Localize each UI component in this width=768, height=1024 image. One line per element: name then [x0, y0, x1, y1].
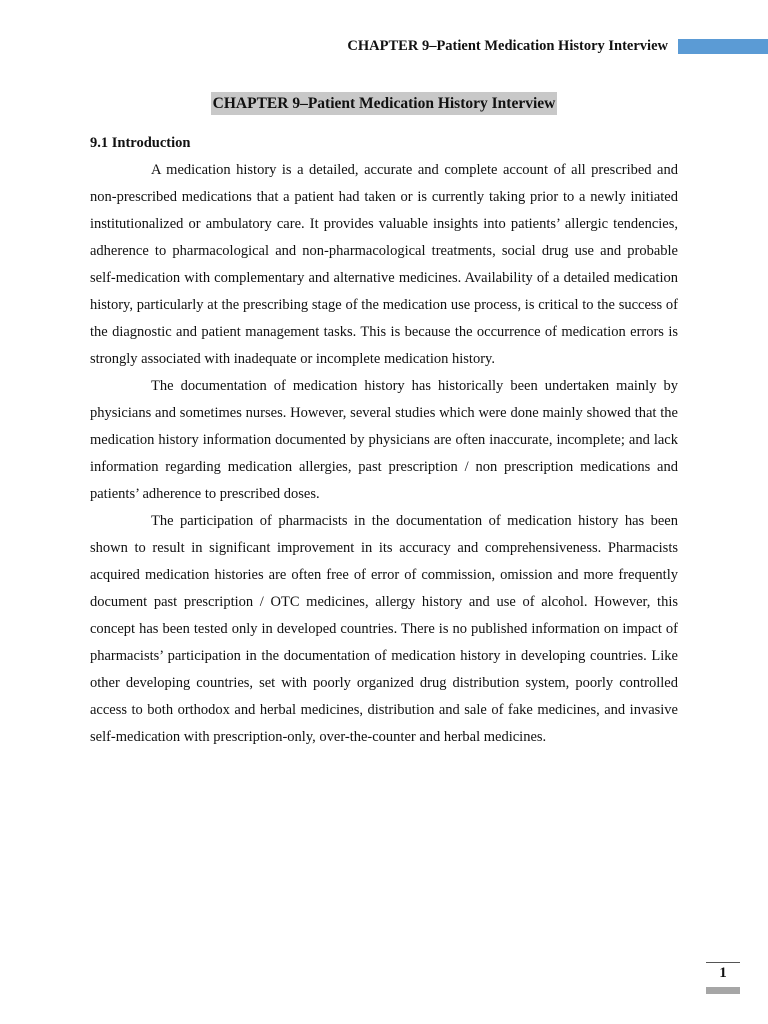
footer-bar — [706, 987, 740, 994]
footer-rule — [706, 962, 740, 963]
paragraph-1: A medication history is a detailed, accurate and complete account of all prescribed and non-prescribed medications that a patient had taken or is currently taking prior to a newly initiated institutionalized or ambulatory care. It provides valuable insights into patients’ allergic tendencies, adherence to pharmacological and non-pharmacological treatments, social drug use and probable self-medication with complementary and alternative medicines. Availability of a detailed medication history, particularly at the prescribing stage of the medication use process, is critical to the success of the diagnostic and patient management tasks. This is because the occurrence of medication errors is strongly associated with inadequate or incomplete medication history. — [90, 162, 678, 367]
body-text — [90, 157, 678, 751]
running-header — [0, 37, 768, 57]
page-footer — [706, 962, 740, 996]
paragraph-3: The participation of pharmacists in the documentation of medication history has been shown to result in significant improvement in its accuracy and comprehensiveness. Pharmacists acquired medication histories are often free of error of commission, omission and more frequently document past prescription / OTC medicines, allergy history and use of alcohol. However, this concept has been tested only in developed countries. There is no published information on impact of pharmacists’ participation in the documentation of medication history in developing countries. Like other developing countries, set with poorly organized drug distribution system, poorly controlled access to both orthodox and herbal medicines, distribution and sale of fake medicines, and invasive self-medication with prescription-only, over-the-counter and herbal medicines. — [90, 513, 678, 745]
section-heading: 9.1 Introduction — [90, 135, 191, 151]
chapter-title-container — [0, 92, 768, 115]
running-header-title: CHAPTER 9–Patient Medication History Interview — [347, 38, 668, 54]
header-accent-bar — [678, 39, 768, 54]
chapter-title: CHAPTER 9–Patient Medication History Interview — [211, 92, 558, 115]
page-number: 1 — [719, 965, 727, 981]
paragraph-2: The documentation of medication history has historically been undertaken mainly by physicians and sometimes nurses. However, several studies which were done mainly showed that the medication history information documented by physicians are often inaccurate, incomplete; and lack information regarding medication allergies, past prescription / non prescription medications and patients’ adherence to prescribed doses. — [90, 378, 678, 502]
